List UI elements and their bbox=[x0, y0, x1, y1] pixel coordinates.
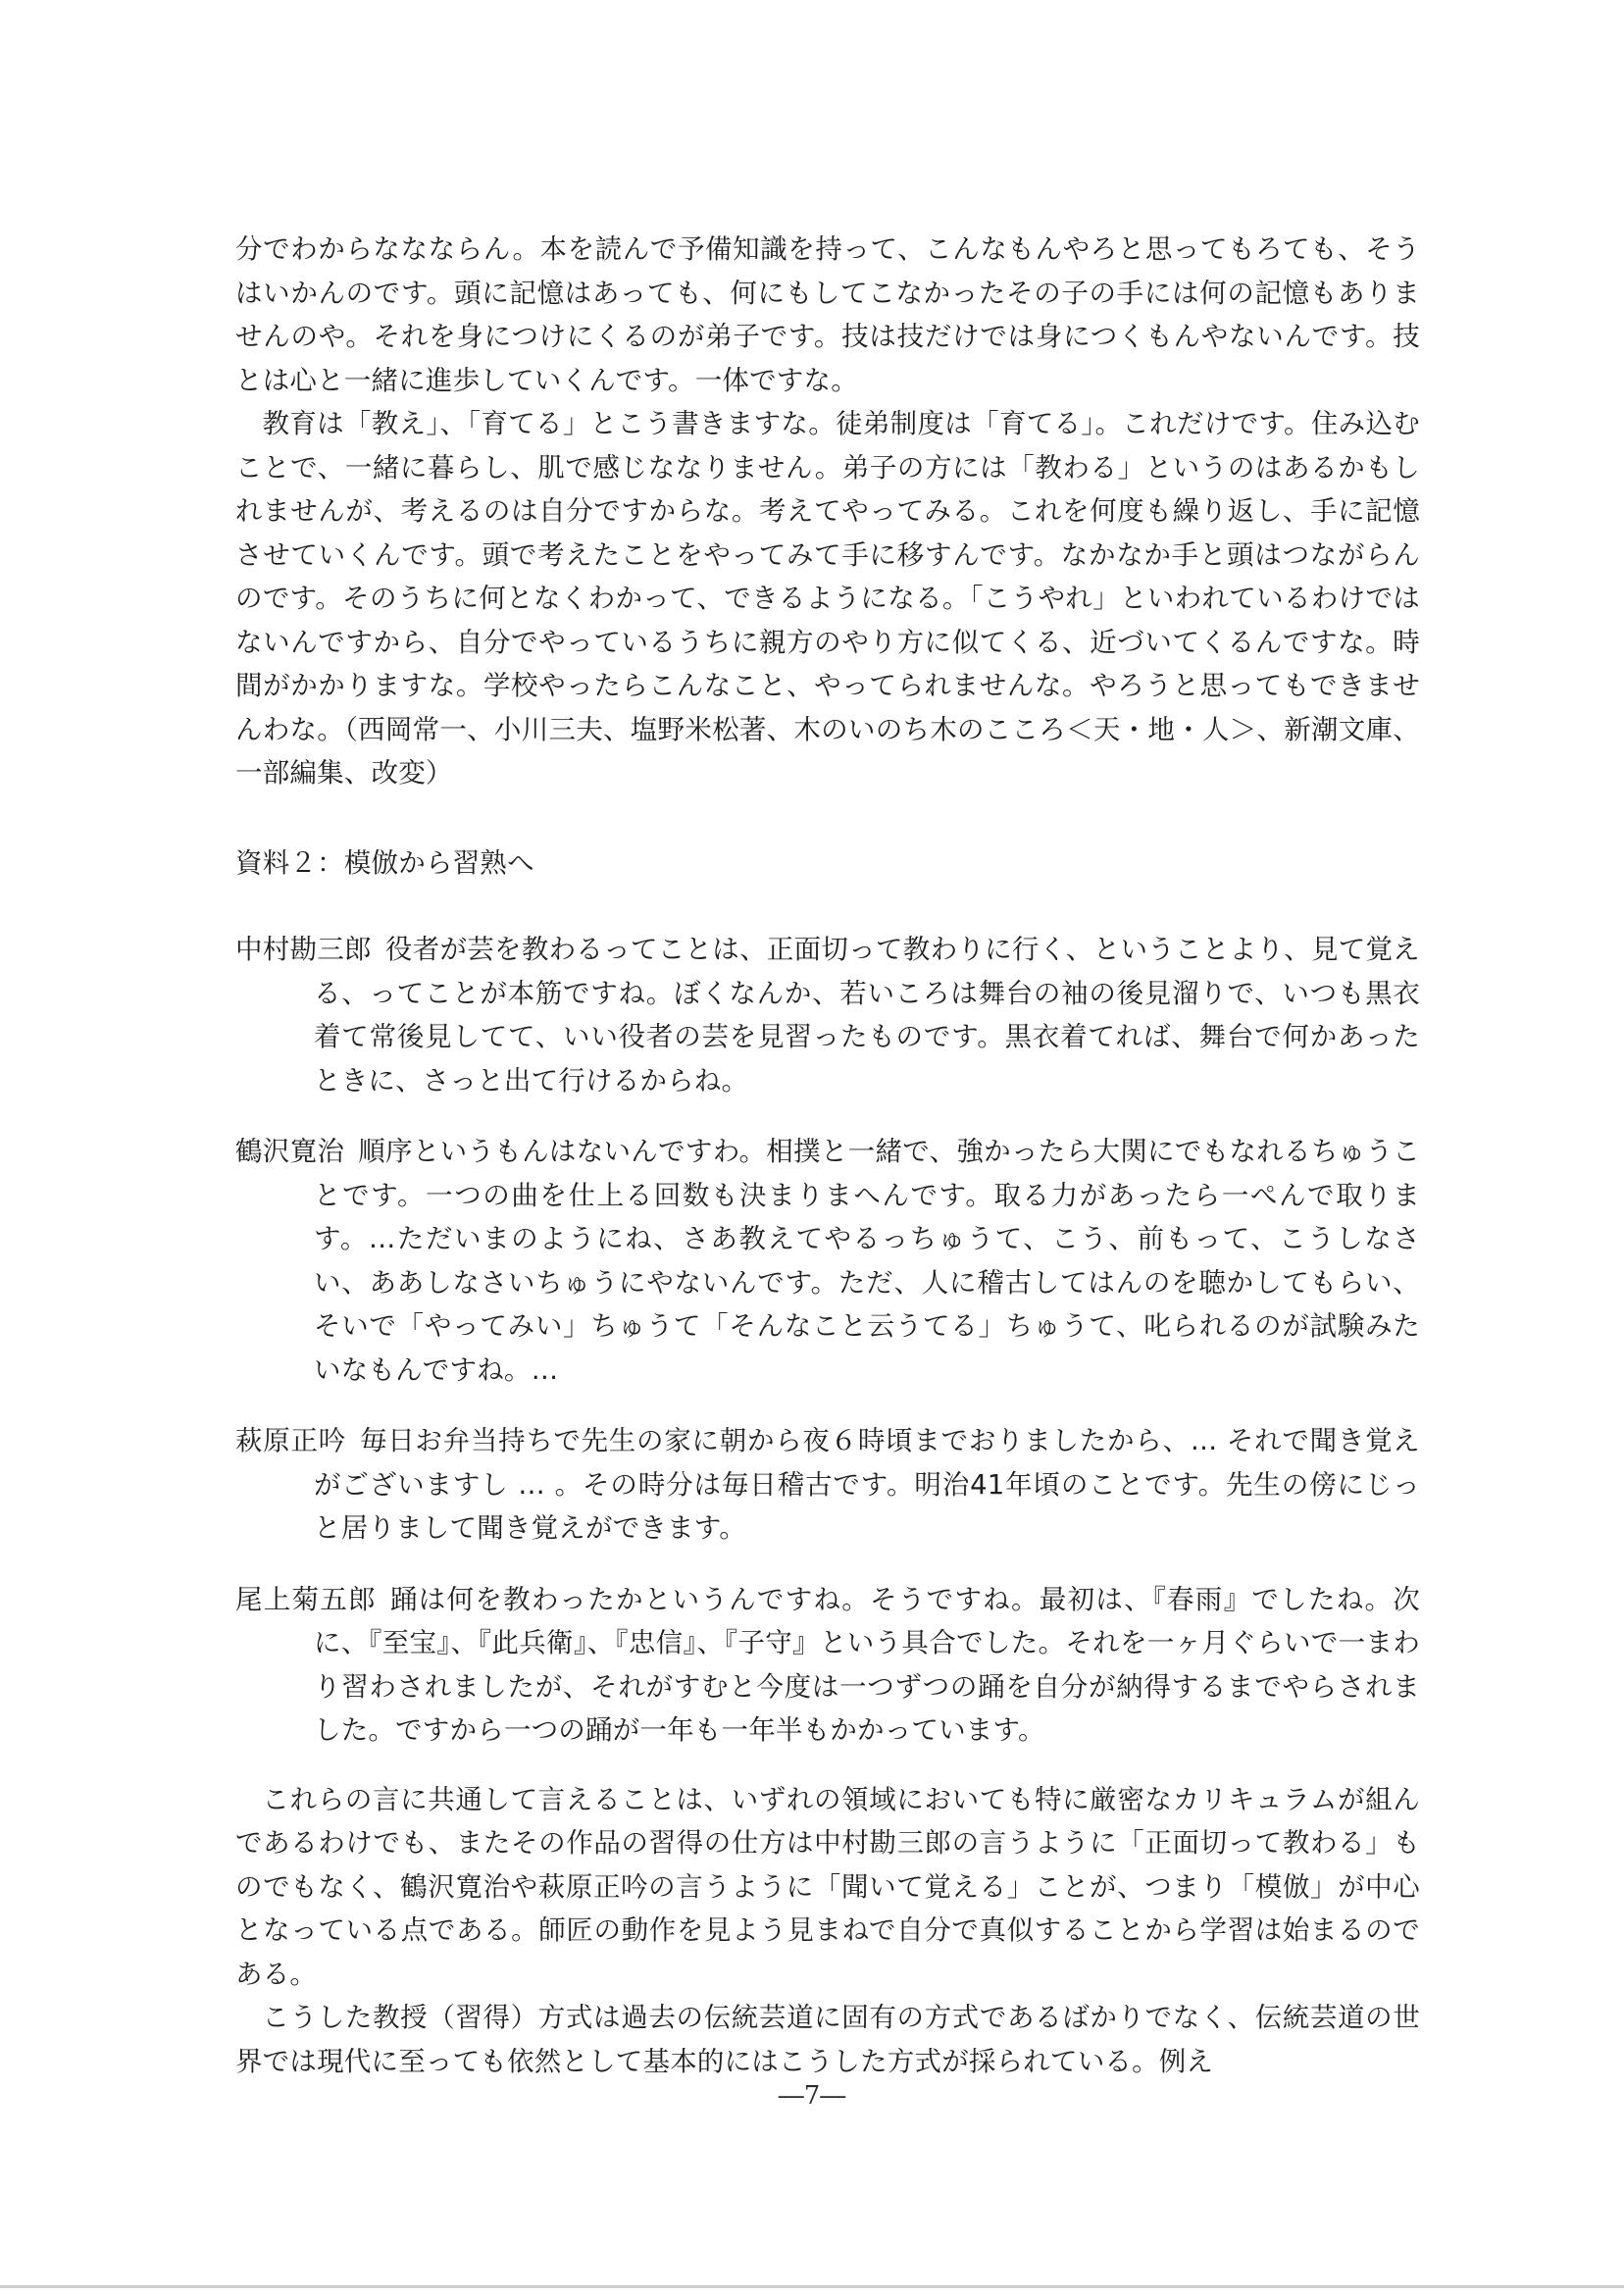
quote-text: 踊は何を教わったかというんですね。そうですね。最初は、『春雨』でしたね。次に、『至宝』、『此兵衛』、『忠信』、『子守』という具合でした。それを一ヶ月ぐらいで一まわり習わされましたが、それがすむと今度は一つずつの踊を自分が納得するまでやらされました。ですから一つの踊が一年も一年半もかかっています。 bbox=[314, 1583, 1421, 1746]
document-body bbox=[235, 228, 1420, 2083]
quote-text: 役者が芸を教わるってことは、正面切って教わりに行く、ということより、見て覚える、ってことが本筋ですね。ぼくなんか、若いころは舞台の袖の後見溜りで、いつも黒衣着て常後見してて、いい役者の芸を見習ったものです。黒衣着てれば、舞台で何かあったときに、さっと出て行けるからね。 bbox=[314, 934, 1421, 1096]
quote-item bbox=[235, 1419, 1420, 1551]
page-number: ―7― bbox=[778, 2081, 846, 2111]
quote-item bbox=[235, 1578, 1420, 1753]
quote-speaker: 鶴沢寛治 bbox=[235, 1136, 345, 1167]
quote-speaker: 尾上菊五郎 bbox=[235, 1583, 377, 1615]
scan-edge-divider bbox=[0, 2285, 1624, 2288]
paragraph-4: こうした教授（習得）方式は過去の伝統芸道に固有の方式であるばかりでなく、伝統芸道の世界では現代に至っても依然として基本的にはこうした方式が採られている。例え bbox=[235, 2002, 1420, 2077]
paragraph-1: 分でわからななならん。本を読んで予備知識を持って、こんなもんやろと思ってもろても、そうはいかんのです。頭に記憶はあっても、何にもしてこなかったその子の手には何の記憶もありませんのや。それを身につけにくるのが弟子です。技は技だけでは身につくもんやないんです。技とは心と一緒に進歩していくんです。一体ですな。 bbox=[235, 233, 1420, 396]
quote-item bbox=[235, 1130, 1420, 1392]
quote-text: 順序というもんはないんですわ。相撲と一緒で、強かったら大関にでもなれるちゅうことです。一つの曲を仕上る回数も決まりまへんです。取る力があったら一ぺんで取ります。…ただいまのようにね、さあ教えてやるっちゅうて、こう、前もって、こうしなさい、ああしなさいちゅうにやないんです。ただ、人に稽古してはんのを聴かしてもらい、そいで「やってみい」ちゅうて「そんなこと云うてる」ちゅうて、叱られるのが試験みたいなもんですね。… bbox=[314, 1136, 1420, 1386]
paragraph-3: これらの言に共通して言えることは、いずれの領域においても特に厳密なカリキュラムが組んであるわけでも、またその作品の習得の仕方は中村勘三郎の言うように「正面切って教わる」ものでもなく、鶴沢寛治や萩原正吟の言うように「聞いて覚える」ことが、つまり「模倣」が中心となっている点である。師匠の動作を見よう見まねで自分で真似することから学習は始まるのである。 bbox=[235, 1783, 1420, 1990]
quote-text: 毎日お弁当持ちで先生の家に朝から夜６時頃までおりましたから、… それで聞き覚えがございますし … 。その時分は毎日稽古です。明治41年頃のことです。先生の傍にじっと居りまして聞き覚えができます。 bbox=[314, 1425, 1420, 1544]
paragraph-2: 教育は「教え」、「育てる」とこう書きますな。徒弟制度は「育てる」。これだけです。住み込むことで、一緒に暮らし、肌で感じななりません。弟子の方には「教わる」というのはあるかもしれませんが、考えるのは自分ですからな。考えてやってみる。これを何度も繰り返し、手に記憶させていくんです。頭で考えたことをやってみて手に移すんです。なかなか手と頭はつながらんのです。そのうちに何となくわかって、できるようになる。「こうやれ」といわれているわけではないんですから、自分でやっているうちに親方のやり方に似てくる、近づいてくるんですな。時間がかかりますな。学校やったらこんなこと、やってられませんな。やろうと思ってもできませんわな。（西岡常一、小川三夫、塩野米松著、木のいのち木のこころ＜天・地・人＞、新潮文庫、一部編集、改変） bbox=[235, 408, 1420, 789]
quote-speaker: 萩原正吟 bbox=[235, 1425, 346, 1456]
quote-item bbox=[235, 928, 1420, 1102]
section-heading: 資料２：模倣から習熟へ bbox=[235, 846, 534, 879]
quote-speaker: 中村勘三郎 bbox=[235, 934, 372, 965]
